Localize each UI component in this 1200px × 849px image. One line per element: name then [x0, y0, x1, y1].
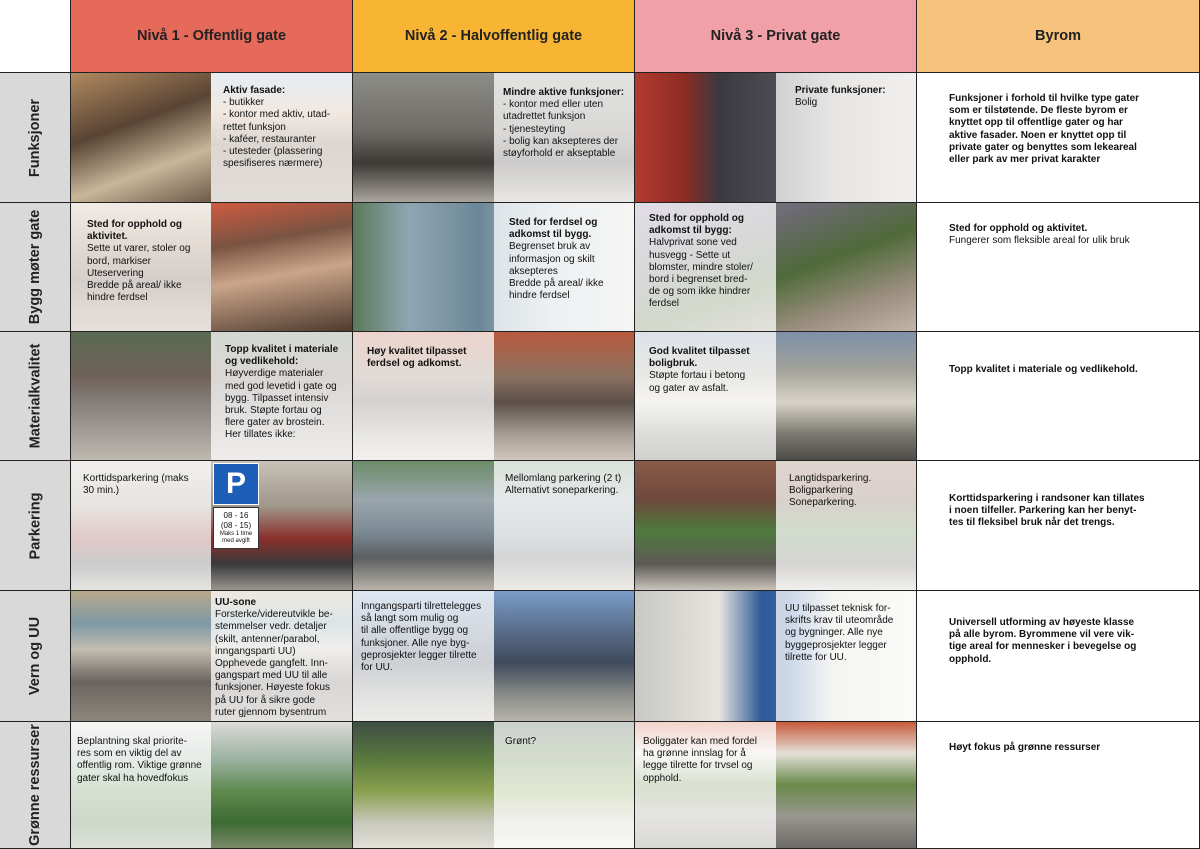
cell-material-niva-1 — [71, 332, 353, 461]
text-parkering-niva-1: Korttidsparkering (maks 30 min.) — [83, 473, 189, 497]
text-gronne-niva-2: Grønt? — [505, 736, 537, 747]
header-niva-1: Nivå 1 - Offentlig gate — [71, 0, 353, 73]
cell-parkering-niva-1 — [71, 461, 353, 591]
text-bygg-byrom: Sted for opphold og aktivitet. Fungerer som fleksible areal for ulik bruk — [949, 223, 1130, 247]
text-parkering-byrom: Korttidsparkering i randsoner kan tillates i noen tilfeller. Parkering kan her benyt- tes til fleksibel bruk når det trengs. — [949, 493, 1145, 529]
cell-vern-byrom — [917, 591, 1200, 722]
header-byrom: Byrom — [917, 0, 1200, 73]
text-vern-niva-1: UU-sone Forsterke/videreutvikle be- stemmelser vedr. detaljer (skilt, antenner/parabol, inngangsparti UU) Opphevede gangfelt. Inn- gangspart med UU til alle funksjoner. Høyeste fokus på UU for å sikre gode ruter gjennom bysentrum — [215, 597, 333, 718]
text-gronne-niva-1: Beplantning skal priorite- res som en viktig del av offentlig rom. Viktige grønne gater skal ha hovedfokus — [77, 736, 202, 784]
cell-vern-niva-2 — [353, 591, 635, 722]
cell-bygg-niva-3 — [635, 203, 917, 332]
cell-material-niva-2 — [353, 332, 635, 461]
cell-parkering-niva-3 — [635, 461, 917, 591]
parking-p-icon: P — [213, 463, 259, 505]
row-label-materialkvalitet: Materialkvalitet — [0, 332, 71, 461]
text-material-niva-3: God kvalitet tilpasset boligbruk. Støpte fortau i betong og gater av asfalt. — [649, 346, 750, 394]
row-label-gronne-ressurser: Grønne ressurser — [0, 722, 71, 849]
cell-gronne-niva-2 — [353, 722, 635, 849]
cell-material-byrom — [917, 332, 1200, 461]
text-funksjoner-niva-2: Mindre aktive funksjoner: - kontor med eller uten utadrettet funksjon - tjenesteyting - bolig kan aksepteres der støyforhold er akseptable — [503, 87, 625, 160]
text-funksjoner-niva-3: Private funksjoner: Bolig — [795, 85, 886, 109]
text-bygg-niva-2: Sted for ferdsel og adkomst til bygg. Begrenset bruk av informasjon og skilt aksepteres Bredde på areal/ ikke hindre ferdsel — [509, 217, 604, 302]
facade-photo — [71, 73, 211, 202]
text-vern-byrom: Universell utforming av høyeste klasse på alle byrom. Byrommene vil vere vik- tige areal for mennesker i bevegelse og opphold. — [949, 617, 1137, 665]
cell-material-niva-3 — [635, 332, 917, 461]
cell-bygg-byrom — [917, 203, 1200, 332]
header-niva-3: Nivå 3 - Privat gate — [635, 0, 917, 73]
cell-funksjoner-niva-2 — [353, 73, 635, 203]
cell-parkering-niva-2 — [353, 461, 635, 591]
row-label-vern-og-uu: Vern og UU — [0, 591, 71, 722]
text-material-byrom: Topp kvalitet i materiale og vedlikehold. — [949, 364, 1138, 375]
text-bygg-niva-3: Sted for opphold og adkomst til bygg: Halvprivat sone ved husvegg - Sette ut blomster, mindre stoler/ bord i begrenset bred- de og som ikke hindrer ferdsel — [649, 213, 753, 310]
cell-gronne-byrom — [917, 722, 1200, 849]
row-label-funksjoner: Funksjoner — [0, 73, 71, 203]
cell-gronne-niva-3 — [635, 722, 917, 849]
parking-time-panel: 08 - 16 (08 - 15) Maks 1 time med avgift — [213, 507, 259, 549]
cell-parkering-byrom — [917, 461, 1200, 591]
text-funksjoner-byrom: Funksjoner i forhold til hvilke type gater som er tilstøtende. De fleste byrom er knyttet opp til offentlige gater og har aktive fasader. Noen er knyttet opp til private gater og benyttes som lekeareal eller park av mer privat karakter — [949, 93, 1140, 166]
text-funksjoner-niva-1: Aktiv fasade: - butikker - kontor med aktiv, utad- rettet funksjon - kaféer, restauranter - utesteder (plassering spesifiseres nærmere) — [223, 85, 331, 170]
text-gronne-byrom: Høyt fokus på grønne ressurser — [949, 742, 1101, 753]
cell-funksjoner-byrom — [917, 73, 1200, 203]
cell-bygg-niva-2 — [353, 203, 635, 332]
text-bygg-niva-1: Sted for opphold og aktivitet. Sette ut varer, stoler og bord, markiser Uteservering Bredde på areal/ ikke hindre ferdsel — [87, 219, 191, 304]
cell-bygg-niva-1 — [71, 203, 353, 332]
text-material-niva-2: Høy kvalitet tilpasset ferdsel og adkomst. — [367, 346, 467, 370]
text-parkering-niva-3: Langtidsparkering. Boligparkering Soneparkering. — [789, 473, 872, 509]
cell-vern-niva-1 — [71, 591, 353, 722]
text-parkering-niva-2: Mellomlang parkering (2 t) Alternativt soneparkering. — [505, 473, 622, 497]
header-niva-2: Nivå 2 - Halvoffentlig gate — [353, 0, 635, 73]
cell-funksjoner-niva-3 — [635, 73, 917, 203]
text-material-niva-1: Topp kvalitet i materiale og vedlikehold: Høyverdige materialer med god levetid i gate og bygg. Tilpasset intensiv bruk. Støpte fortau og flere gater av brostein. Her tillates ikke: — [225, 344, 339, 441]
cell-gronne-niva-1 — [71, 722, 353, 849]
text-vern-niva-3: UU tilpasset teknisk for- skrifts krav til uteområde og bygninger. Alle nye byggeprosjekter legger tilrette for UU. — [785, 603, 894, 663]
text-vern-niva-2: Inngangsparti tilrettelegges så langt som mulig og til alle offentlige bygg og funksjoner. Alle nye byg- geprosjekter legger tilrette for UU. — [361, 601, 482, 674]
row-label-parkering: Parkering — [0, 461, 71, 591]
text-gronne-niva-3: Boliggater kan med fordel ha grønne innslag for å legge tilrette for trvsel og opphold. — [643, 736, 757, 784]
corner-cell — [0, 0, 71, 73]
cell-vern-niva-3 — [635, 591, 917, 722]
row-label-bygg-moter-gate: Bygg møter gate — [0, 203, 71, 332]
cell-funksjoner-niva-1 — [71, 73, 353, 203]
